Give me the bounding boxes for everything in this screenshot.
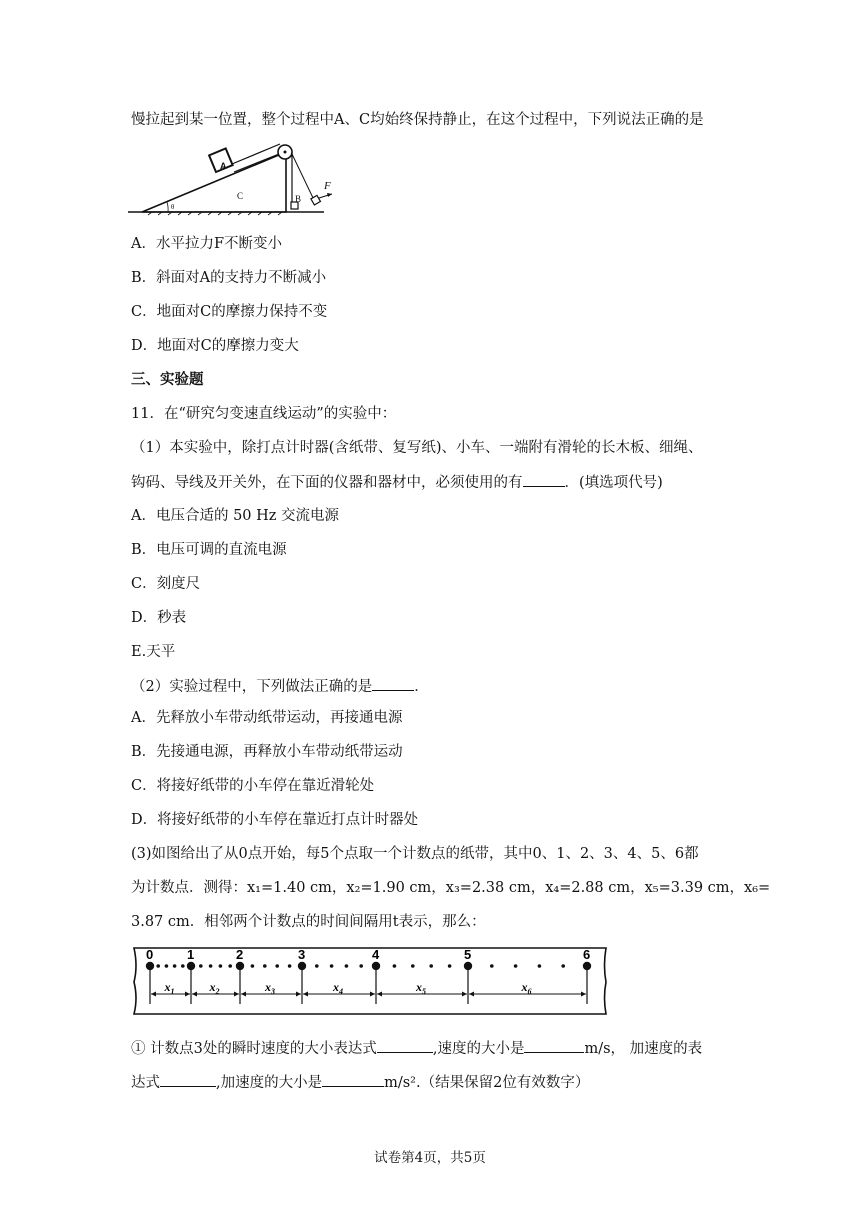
tape-dot	[275, 964, 279, 968]
q11-p1-option-c: C．刻度尺	[131, 576, 201, 592]
segment-label: $x_1$	[164, 980, 175, 996]
q10-stem-tail: 慢拉起到某一位置，整个过程中A、C均始终保持静止，在这个过程中，下列说法正确的是	[131, 112, 704, 128]
q11-p1-line1: （1）本实验中，除打点计时器(含纸带、复写纸)、小车、一端附有滑轮的长木板、细绳、	[131, 440, 703, 456]
tape-dot	[228, 964, 232, 968]
q11-p2-option-b: B．先接通电源，再释放小车带动纸带运动	[131, 744, 403, 760]
q11-q1-text: ① 计数点3处的瞬时速度的大小表达式	[131, 1041, 377, 1057]
counting-point-label: 5	[464, 947, 472, 962]
label-theta: θ	[171, 203, 175, 211]
incline-figure	[128, 142, 338, 222]
tape-dot	[411, 964, 415, 968]
tape-dot	[173, 964, 177, 968]
q11-q1-tail: m/s， 加速度的表	[584, 1041, 703, 1057]
label-A: A	[220, 161, 227, 171]
q11-p2-stem-text: （2）实验过程中，下列做法正确的是	[131, 679, 373, 695]
tape-dot	[156, 964, 160, 968]
segment-label: $x_5$	[416, 980, 426, 996]
answer-blank[interactable]	[160, 1072, 216, 1087]
answer-blank[interactable]	[372, 676, 414, 691]
tape-dot	[288, 964, 292, 968]
q11-p1-option-b: B．电压可调的直流电源	[131, 542, 287, 558]
q11-q1-mid: ,速度的大小是	[432, 1041, 525, 1057]
q11-p1-option-a: A．电压合适的 50 Hz 交流电源	[131, 508, 340, 524]
page-footer: 试卷第4页，共5页	[374, 1150, 486, 1166]
q11-p2-option-d: D．将接好纸带的小车停在靠近打点计时器处	[131, 812, 419, 828]
tape-dot	[263, 964, 267, 968]
paper-tape-figure	[130, 942, 610, 1020]
tape-dot	[165, 964, 169, 968]
q11-p3-q-line2	[131, 1072, 589, 1093]
q11-q2-mid: ,加速度的大小是	[216, 1075, 323, 1091]
tape-dot	[315, 964, 319, 968]
segment-label: $x_4$	[333, 980, 343, 996]
counting-point-label: 6	[583, 947, 591, 962]
tape-dot	[538, 964, 542, 968]
q11-p1-option-e: E.天平	[131, 644, 176, 660]
q11-stem: 11．在“研究匀变速直线运动”的实验中：	[131, 406, 397, 422]
q11-p3-line3: 3.87 cm．相邻两个计数点的时间间隔用t表示，那么：	[131, 914, 486, 930]
q11-p2-stem	[131, 676, 429, 697]
q10-option-d: D．地面对C的摩擦力变大	[131, 338, 299, 354]
q11-q2-tail: m/s².（结果保留2位有效数字）	[384, 1075, 590, 1091]
segment-label: $x_3$	[265, 980, 275, 996]
answer-blank[interactable]	[322, 1072, 384, 1087]
q11-p2-option-a: A．先释放小车带动纸带运动，再接通电源	[131, 710, 403, 726]
q10-option-c: C．地面对C的摩擦力保持不变	[131, 304, 328, 320]
q11-p1-option-d: D．秒表	[131, 610, 187, 626]
tape-dot	[181, 964, 185, 968]
q11-p1-line2-tail: ．(填选项代号)	[564, 475, 663, 491]
segment-label: $x_2$	[209, 980, 220, 996]
tape-dot	[561, 964, 565, 968]
tape-dot	[330, 964, 334, 968]
label-B: B	[295, 194, 302, 204]
segment-label: $x_6$	[521, 980, 532, 996]
tape-dot	[448, 964, 452, 968]
q11-p3-line2: 为计数点．测得：x₁=1.40 cm，x₂=1.90 cm，x₃=2.38 cm，x₄=2.88 cm，x₅=3.39 cm，x₆=	[131, 880, 771, 896]
counting-point-label: 2	[236, 947, 244, 962]
q11-p1-line2	[131, 472, 663, 493]
counting-point-label: 4	[372, 947, 380, 962]
tape-dot	[219, 964, 223, 968]
label-C: C	[237, 191, 244, 201]
answer-blank[interactable]	[377, 1038, 433, 1053]
q10-option-a: A．水平拉力F不断变小	[131, 236, 283, 252]
tape-dot	[393, 964, 397, 968]
tape-dot	[345, 964, 349, 968]
tape-dot	[490, 964, 494, 968]
tape-dot	[359, 964, 363, 968]
q10-option-b: B．斜面对A的支持力不断减小	[131, 270, 327, 286]
q11-p1-line2-text: 钩码、导线及开关外，在下面的仪器和器材中，必须使用的有	[131, 475, 523, 491]
q11-p3-line1: (3)如图给出了从0点开始，每5个点取一个计数点的纸带，其中0、1、2、3、4、5、6都	[131, 846, 699, 862]
tape-dot	[514, 964, 518, 968]
q11-q2-text: 达式	[131, 1075, 160, 1091]
label-F: F	[324, 180, 331, 192]
answer-blank[interactable]	[524, 1038, 584, 1053]
q11-p2-option-c: C．将接好纸带的小车停在靠近滑轮处	[131, 778, 375, 794]
section-title: 三、实验题	[131, 372, 204, 388]
answer-blank[interactable]	[523, 472, 565, 487]
tape-dot	[209, 964, 213, 968]
tape-dot	[429, 964, 433, 968]
counting-point-label: 1	[187, 947, 195, 962]
counting-point-label: 0	[146, 947, 154, 962]
tape-dot	[251, 964, 255, 968]
q11-p2-stem-tail: ．	[414, 679, 429, 695]
q11-p3-q-line1	[131, 1038, 702, 1059]
tape-dot	[199, 964, 203, 968]
counting-point-label: 3	[298, 947, 306, 962]
